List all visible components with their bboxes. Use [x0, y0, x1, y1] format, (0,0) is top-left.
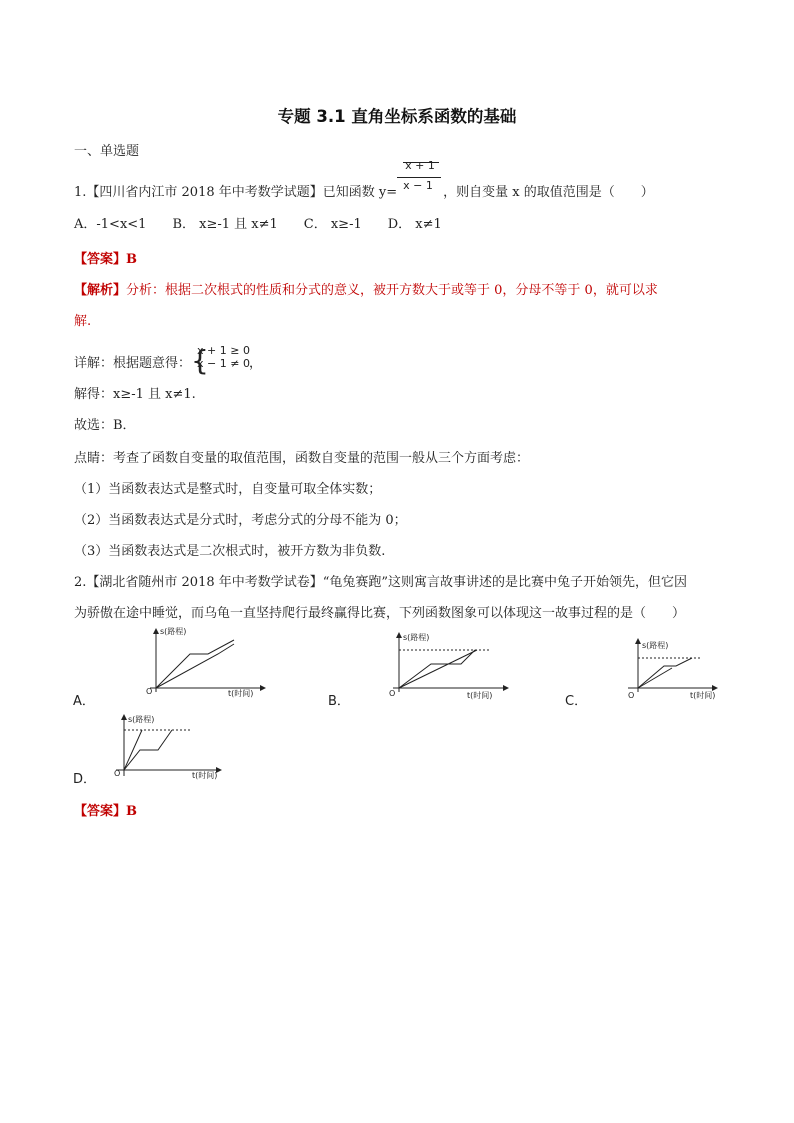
q2-answer-value: B	[126, 804, 138, 819]
q1-analysis-line-2: 解.	[74, 314, 92, 329]
q2-graph-d-origin: O	[114, 769, 121, 778]
page-title: 专题 3.1 直角坐标系函数的基础	[277, 107, 517, 126]
q1-fraction-denominator: x − 1	[403, 179, 433, 192]
q2-graph-c-x-label: t(时间)	[690, 691, 716, 700]
q2-option-c-label: C．	[565, 694, 588, 709]
q1-solve: 解得：x≥-1 且 x≠1.	[74, 387, 196, 402]
q2-graph-b-x-label: t(时间)	[467, 691, 493, 700]
q1-stem-part-b: ，则自变量 x 的取值范围是（ ）	[443, 185, 654, 200]
q2-option-b-label: B．	[328, 694, 350, 709]
q2-graph-a	[140, 626, 270, 698]
q1-analysis	[74, 279, 658, 298]
q1-choose: 故选：B．	[74, 418, 136, 433]
q2-stem-line-2: 为骄傲在途中睡觉，而乌龟一直坚持爬行最终赢得比赛，下列函数图象可以体现这一故事过程的是（ ）	[74, 606, 686, 621]
q1-answer-value: B	[126, 252, 138, 267]
q2-graph-a-y-label: s(路程)	[160, 627, 187, 636]
q1-point-3: （3）当函数表达式是二次根式时，被开方数为非负数.	[74, 544, 386, 559]
q1-analysis-label: 【解析】	[74, 283, 127, 298]
q2-graph-c	[624, 638, 724, 702]
q1-answer-label: 【答案】	[74, 252, 127, 267]
q1-point: 点睛：考查了函数自变量的取值范围，函数自变量的范围一般从三个方面考虑：	[74, 451, 530, 466]
q1-detail-suffix: ，	[249, 356, 263, 371]
section-heading: 一、单选题	[74, 144, 140, 159]
q2-answer-label: 【答案】	[74, 804, 127, 819]
q2-graph-c-y-label: s(路程)	[642, 641, 669, 650]
q1-stem	[74, 159, 654, 200]
q2-option-a-label: A．	[73, 694, 95, 709]
q1-answer	[74, 248, 137, 267]
q2-graph-d-x-label: t(时间)	[192, 771, 218, 780]
q1-condition-1: x + 1 ≥ 0	[197, 343, 250, 357]
q2-graph-a-origin: O	[146, 687, 153, 696]
q2-graph-b	[385, 632, 515, 704]
q1-stem-part-a: 1.【四川省内江市 2018 年中考数学试题】已知函数 y=	[74, 185, 398, 200]
q2-graph-b-y-label: s(路程)	[403, 633, 430, 642]
q2-answer	[74, 800, 137, 819]
q2-graph-b-origin: O	[389, 689, 396, 698]
q2-stem-line-1: 2.【湖北省随州市 2018 年中考数学试卷】“龟兔赛跑”这则寓言故事讲述的是比赛中兔子开始领先，但它因	[74, 575, 688, 590]
q1-options: A．-1<x<1 B． x≥-1 且 x≠1 C． x≥-1 D． x≠1	[74, 217, 442, 232]
q2-graph-d-y-label: s(路程)	[128, 715, 155, 724]
q2-graph-d	[112, 712, 232, 784]
q1-detail	[74, 343, 263, 377]
q1-point-1: （1）当函数表达式是整式时，自变量可取全体实数；	[74, 482, 382, 497]
q1-point-2: （2）当函数表达式是分式时，考虑分式的分母不能为 0；	[74, 513, 407, 528]
q2-graph-a-x-label: t(时间)	[228, 689, 254, 698]
q1-fraction-numerator: x + 1	[405, 159, 435, 172]
q1-analysis-line-1: 分析：根据二次根式的性质和分式的意义，被开方数大于或等于 0，分母不等于 0，就可以求	[126, 283, 658, 298]
q1-condition-2: x − 1 ≠ 0	[197, 356, 250, 370]
q1-fraction	[397, 159, 443, 196]
q2-option-d-label: D．	[73, 772, 97, 787]
q1-conditions: { x + 1 ≥ 0 x − 1 ≠ 0	[191, 343, 250, 377]
q1-detail-prefix: 详解：根据题意得：	[74, 356, 192, 371]
q2-graph-c-origin: O	[628, 691, 635, 700]
